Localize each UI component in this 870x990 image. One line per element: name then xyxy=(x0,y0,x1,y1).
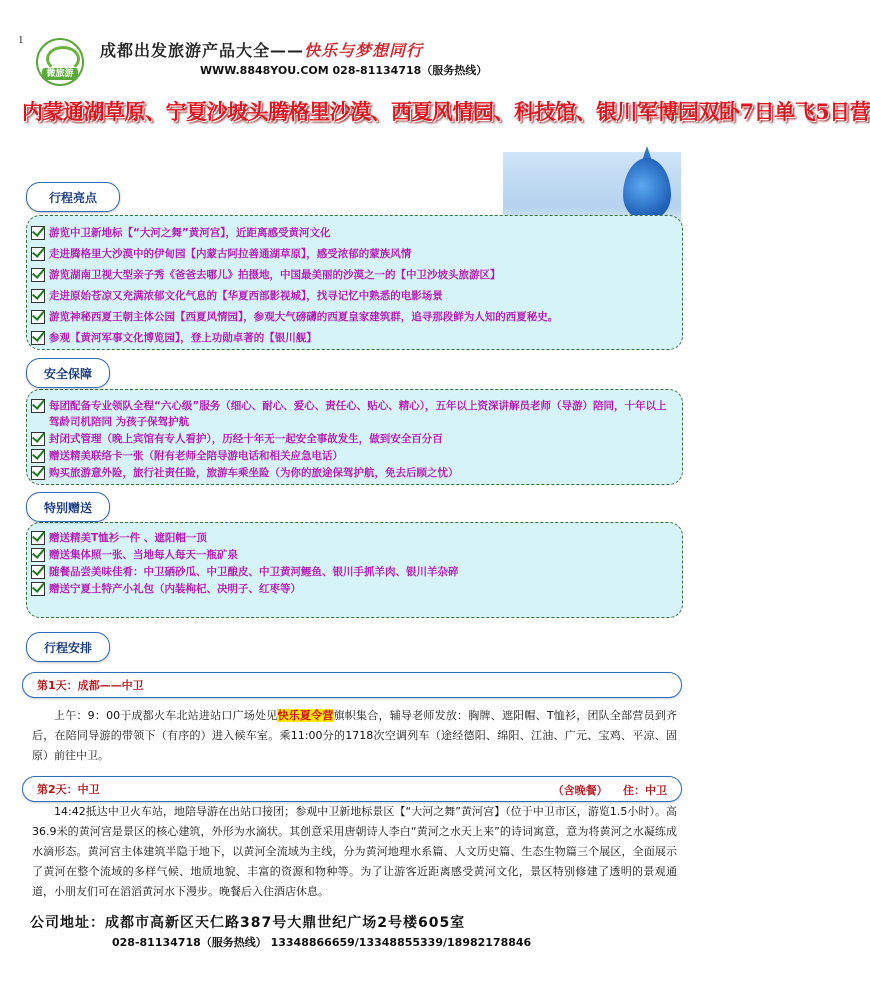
list-item xyxy=(31,465,677,481)
day-1-text-b: 旗帜集合，辅导老师发放：胸牌、遮阳帽、T恤衫，团队全部营员到齐后，在陪同导游的带领下（有序的）进入候车室。乘11:00分的1718次空调列车（途经德阳、绵阳、江油、广元、宝鸡、平凉、固原）前往中卫。 xyxy=(32,709,678,762)
list-item xyxy=(31,431,677,447)
list-item-text: 游览中卫新地标【“大河之舞”黄河宫】，近距离感受黄河文化 xyxy=(49,227,331,239)
list-item-text: 购买旅游意外险，旅行社责任险，旅游车乘坐险（为你的旅途保驾护航，免去后顾之忧） xyxy=(49,467,459,479)
header-title-text: 成都出发旅游产品大全—— xyxy=(100,41,305,60)
checkbox-icon xyxy=(31,531,45,545)
checkbox-icon xyxy=(31,466,45,480)
list-item xyxy=(31,330,677,346)
safety-label: 安全保障 xyxy=(26,358,110,388)
day-1-title: 第1天：成都——中卫 xyxy=(37,679,144,692)
list-item xyxy=(31,564,677,580)
day-1-text-a: 上午：9：00于成都火车北站进站口广场处见 xyxy=(54,709,278,722)
list-item xyxy=(31,530,677,546)
day-2-meta xyxy=(553,782,667,798)
company-logo xyxy=(36,38,84,86)
page-title: 内蒙通湖草原、宁夏沙坡头腾格里沙漠、西夏风情园、科技馆、银川军博园双卧7日单飞5日营 xyxy=(22,99,870,124)
list-item-text: 参观【黄河军事文化博览园】，登上功勋卓著的【银川舰】 xyxy=(49,332,317,344)
water-drop-building-shape xyxy=(623,158,671,220)
day-2-stay: 住：中卫 xyxy=(623,784,667,797)
company-address: 公司地址：成都市高新区天仁路387号大鼎世纪广场2号楼605室 xyxy=(30,915,466,931)
day-2-title: 第2天：中卫 xyxy=(37,783,100,796)
summer-camp-highlight: 快乐夏令营 xyxy=(277,709,334,722)
checkbox-icon xyxy=(31,565,45,579)
list-item-text: 赠送集体照一张、当地每人每天一瓶矿泉 xyxy=(49,549,238,561)
gifts-list xyxy=(31,530,677,598)
checkbox-icon xyxy=(31,268,45,282)
list-item xyxy=(31,448,677,464)
checkbox-icon xyxy=(31,247,45,261)
header-slogan: 快乐与梦想同行 xyxy=(304,41,424,60)
day-1-description xyxy=(32,706,677,766)
list-item xyxy=(31,309,677,325)
page-number: 1 xyxy=(18,34,24,46)
schedule-label: 行程安排 xyxy=(26,632,110,662)
day-1-bar xyxy=(22,672,682,698)
checkbox-icon xyxy=(31,310,45,324)
checkbox-icon xyxy=(31,331,45,345)
day-2-meal: （含晚餐） xyxy=(552,784,608,797)
checkbox-icon xyxy=(31,399,45,413)
list-item xyxy=(31,246,677,262)
list-item-text: 每团配备专业领队全程“六心级”服务（细心、耐心、爱心、责任心、贴心、精心），五年以上资深讲解员老师（导游）陪同，十年以上驾龄司机陪同 为孩子保驾护航 xyxy=(49,400,667,428)
checkbox-icon xyxy=(31,432,45,446)
list-item-text: 封闭式管理（晚上宾馆有专人看护），历经十年无一起安全事故发生，做到安全百分百 xyxy=(49,433,443,445)
highlights-label: 行程亮点 xyxy=(26,182,120,212)
checkbox-icon xyxy=(31,449,45,463)
safety-list xyxy=(31,398,677,482)
checkbox-icon xyxy=(31,289,45,303)
list-item xyxy=(31,225,677,241)
list-item-text: 走进腾格里大沙漠中的伊甸园【内蒙古阿拉善通湖草原】，感受浓郁的蒙族风情 xyxy=(49,248,412,260)
day-2-bar xyxy=(22,776,682,802)
checkbox-icon xyxy=(31,548,45,562)
list-item-text: 赠送精美T恤衫一件 、遮阳帽一顶 xyxy=(49,532,207,544)
list-item-text: 赠送精美联络卡一张（附有老师全陪导游电话和相关应急电话） xyxy=(49,450,343,462)
list-item xyxy=(31,581,677,597)
list-item-text: 随餐品尝美味佳肴：中卫硒砂瓜、中卫酿皮、中卫黄河鲤鱼、银川手抓羊肉、银川羊杂碎 xyxy=(49,566,459,578)
list-item xyxy=(31,547,677,563)
list-item-text: 走进原始苍凉又充满浓郁文化气息的【华夏西部影视城】，找寻记忆中熟悉的电影场景 xyxy=(49,290,443,302)
gifts-label: 特别赠送 xyxy=(26,492,110,522)
list-item xyxy=(31,288,677,304)
logo-text: 微旅游 xyxy=(42,68,78,80)
highlights-list xyxy=(31,225,677,351)
company-phones: 028-81134718（服务热线） 13348866659/13348855339/18982178846 xyxy=(112,936,532,949)
list-item xyxy=(31,398,677,430)
checkbox-icon xyxy=(31,226,45,240)
list-item xyxy=(31,267,677,283)
header-title xyxy=(100,38,423,61)
day-2-description: 14:42抵达中卫火车站，地陪导游在出站口接团；参观中卫新地标景区【“大河之舞”黄河宫】（位于中卫市区，游览1.5小时）。高36.9米的黄河宫是景区的核心建筑，外形为水滴状。其创意采用唐朝诗人李白“黄河之水天上来”的诗词寓意，意为将黄河之水凝练成水滴形态。黄河宫主体建筑半隐于地下，以黄河全流域为主线，分为黄河地理水系篇、人文历史篇、生态生物篇三个展区，全面展示了黄河在整个流域的多样气候、地质地貌、丰富的资源和物种等。为了让游客近距离感受黄河文化，景区特别修建了透明的景观通道，小朋友们可在滔滔黄河水下漫步。晚餐后入住酒店休息。 xyxy=(32,805,677,898)
header-website: WWW.8848YOU.COM 028-81134718（服务热线） xyxy=(200,64,488,77)
list-item-text: 赠送宁夏土特产小礼包（内装枸杞、决明子、红枣等） xyxy=(49,583,301,595)
list-item-text: 游览神秘西夏王朝主体公园【西夏风情园】，参观大气磅礴的西夏皇家建筑群，追寻那段鲜为人知的西夏秘史。 xyxy=(49,311,559,323)
checkbox-icon xyxy=(31,582,45,596)
list-item-text: 游览湖南卫视大型亲子秀《爸爸去哪儿》拍摄地，中国最美丽的沙漠之一的【中卫沙坡头旅游区】 xyxy=(49,269,501,281)
